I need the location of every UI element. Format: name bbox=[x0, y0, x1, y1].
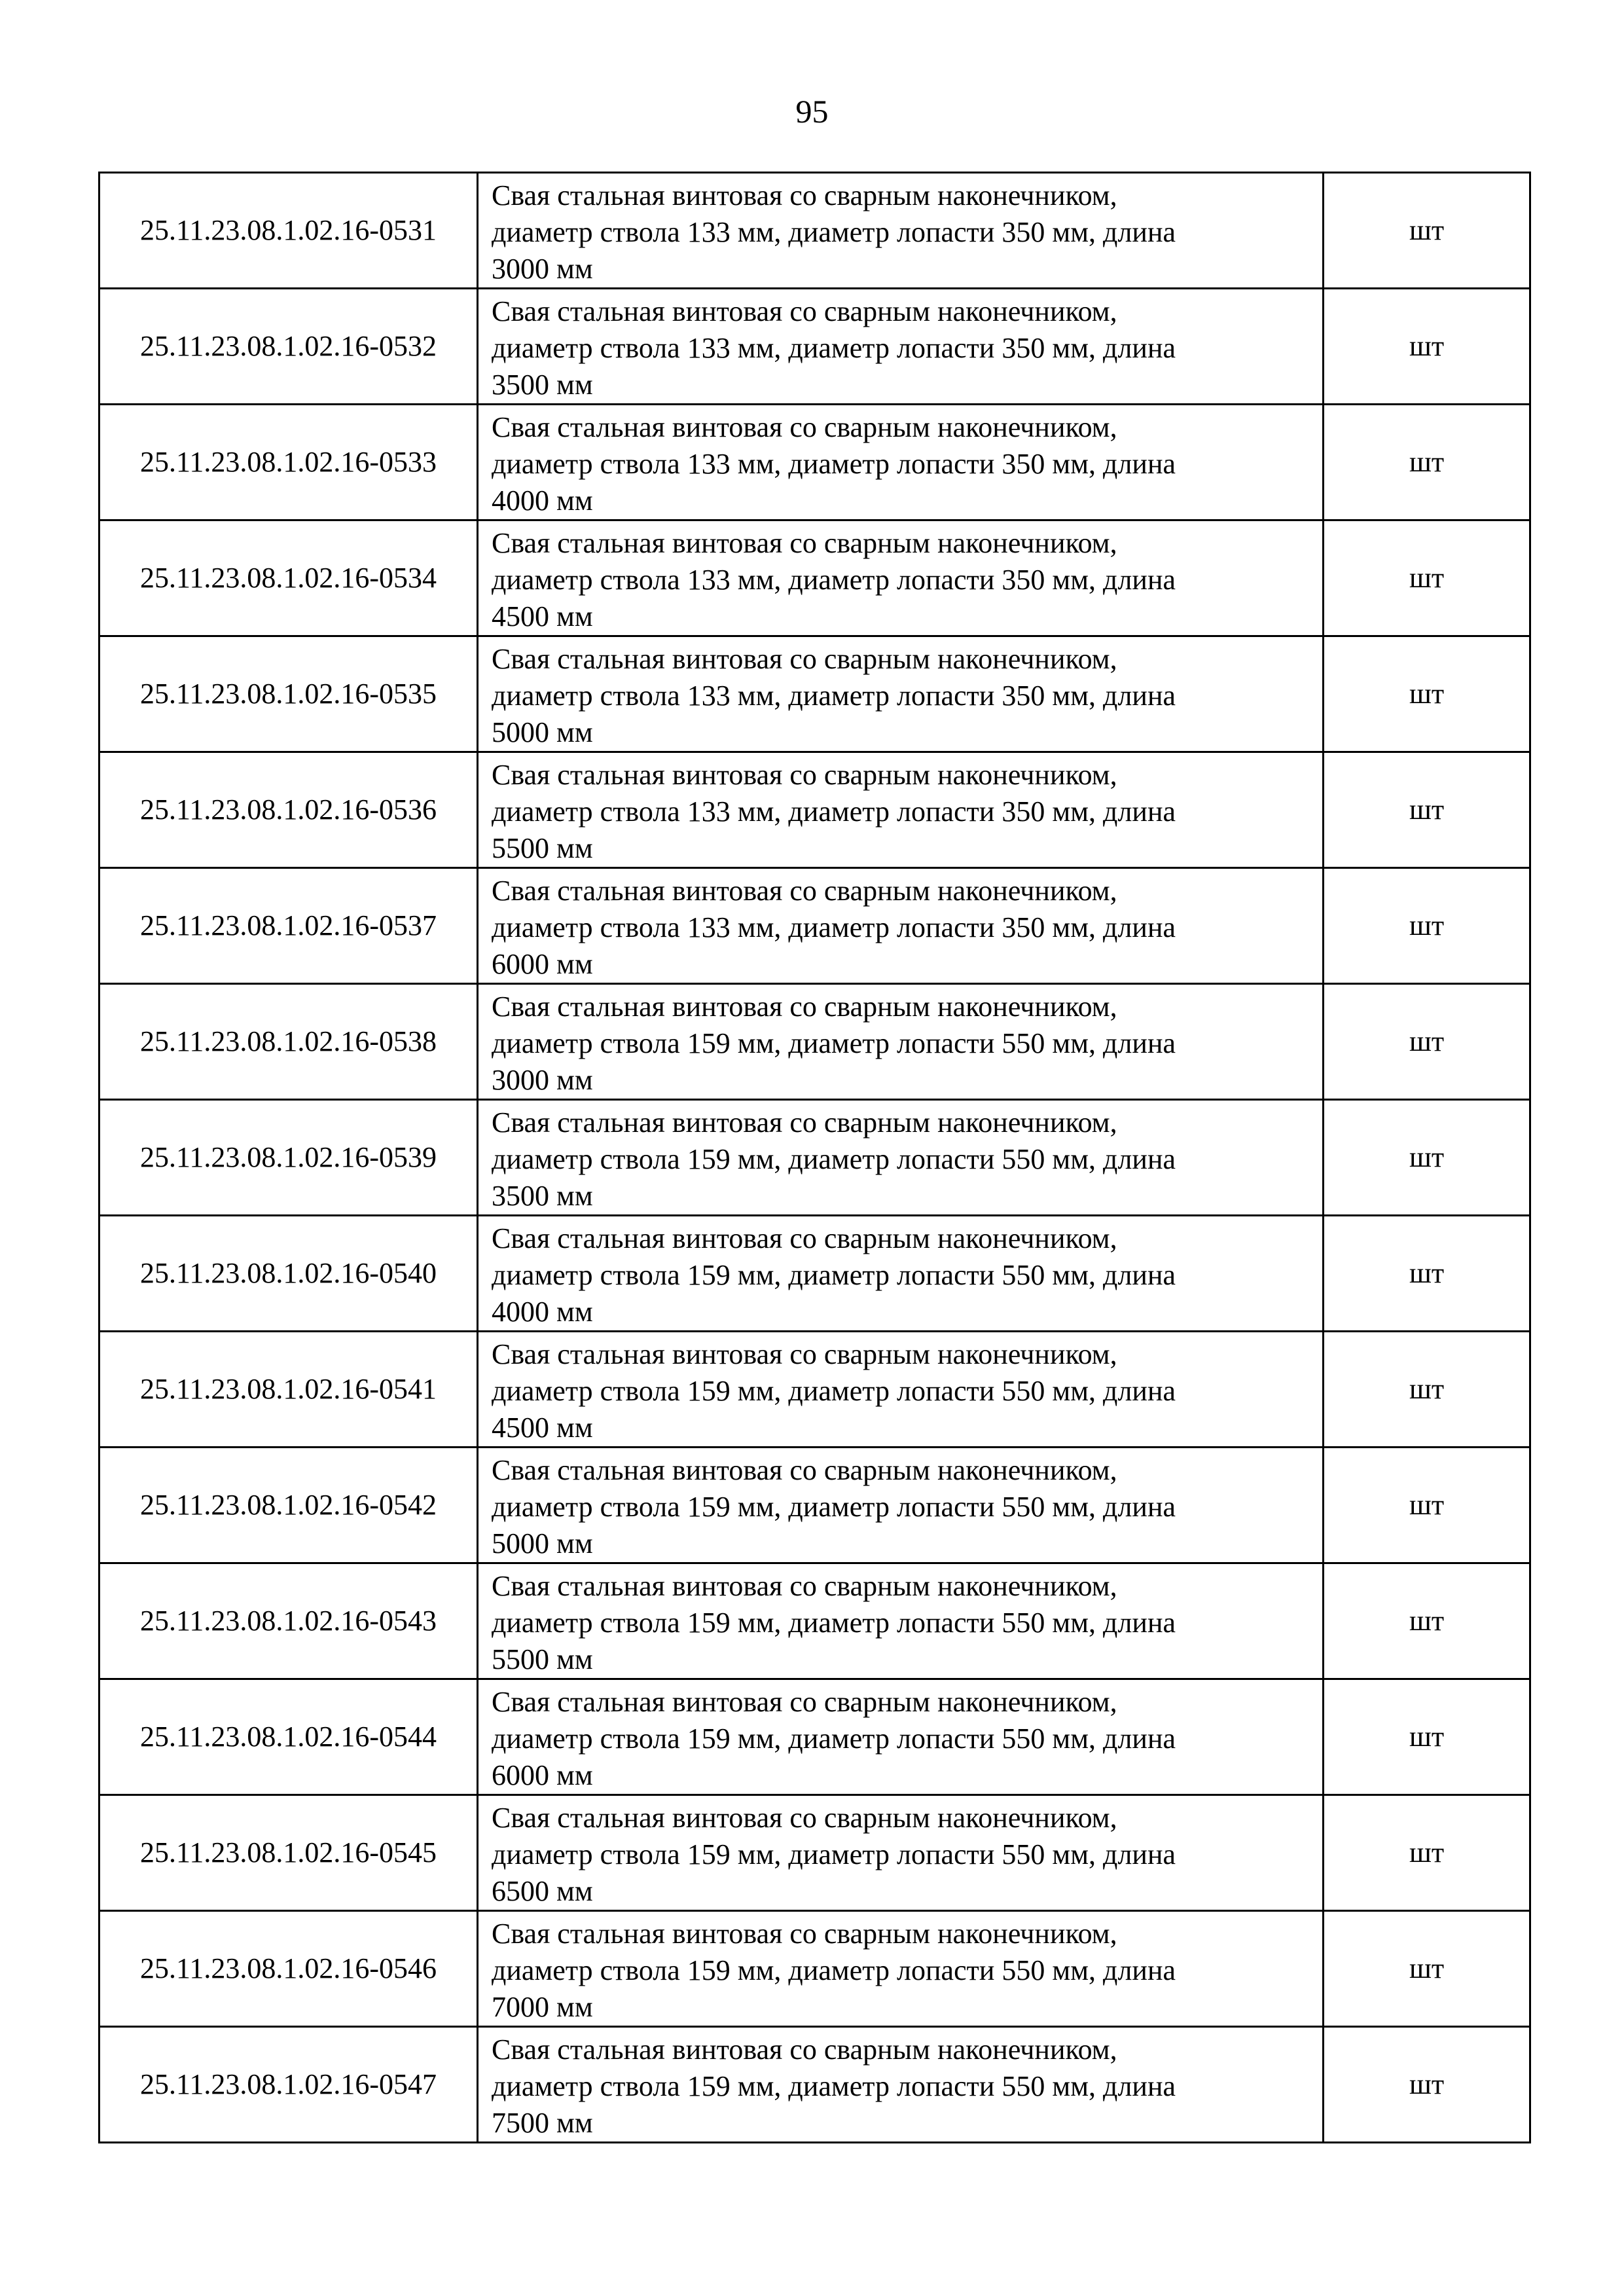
table-row bbox=[99, 1448, 1530, 1563]
description-line: диаметр ствола 159 мм, диаметр лопасти 550 мм, длина bbox=[492, 1375, 1176, 1407]
description-line: Свая стальная винтовая со сварным наконечником, bbox=[492, 1454, 1117, 1486]
resource-description bbox=[478, 289, 1324, 405]
description-line: 5500 мм bbox=[492, 832, 593, 864]
unit-of-measure: шт bbox=[1324, 1911, 1530, 2027]
description-line: диаметр ствола 133 мм, диаметр лопасти 350 мм, длина bbox=[492, 680, 1176, 712]
description-line: Свая стальная винтовая со сварным наконечником, bbox=[492, 1802, 1117, 1834]
description-line: диаметр ствола 159 мм, диаметр лопасти 550 мм, длина bbox=[492, 1143, 1176, 1175]
table-row bbox=[99, 289, 1530, 405]
description-line: 6000 мм bbox=[492, 948, 593, 980]
unit-of-measure: шт bbox=[1324, 1216, 1530, 1332]
description-line: Свая стальная винтовая со сварным наконечником, bbox=[492, 875, 1117, 907]
description-line: диаметр ствола 133 мм, диаметр лопасти 350 мм, длина bbox=[492, 795, 1176, 828]
resource-description bbox=[478, 405, 1324, 520]
table-row bbox=[99, 1100, 1530, 1216]
unit-of-measure: шт bbox=[1324, 2027, 1530, 2143]
resource-description bbox=[478, 1216, 1324, 1332]
description-line: 4000 мм bbox=[492, 1296, 593, 1328]
resource-description bbox=[478, 173, 1324, 289]
description-line: диаметр ствола 159 мм, диаметр лопасти 550 мм, длина bbox=[492, 1607, 1176, 1639]
unit-of-measure: шт bbox=[1324, 636, 1530, 752]
description-line: Свая стальная винтовая со сварным наконечником, bbox=[492, 411, 1117, 443]
description-line: диаметр ствола 133 мм, диаметр лопасти 350 мм, длина bbox=[492, 448, 1176, 480]
table-row bbox=[99, 1679, 1530, 1795]
unit-of-measure: шт bbox=[1324, 1448, 1530, 1563]
resource-code: 25.11.23.08.1.02.16-0534 bbox=[99, 520, 478, 636]
resource-description bbox=[478, 1911, 1324, 2027]
description-line: 3000 мм bbox=[492, 1064, 593, 1096]
table-row bbox=[99, 1216, 1530, 1332]
description-line: 7500 мм bbox=[492, 2107, 593, 2139]
description-line: 6500 мм bbox=[492, 1875, 593, 1907]
resource-code: 25.11.23.08.1.02.16-0536 bbox=[99, 752, 478, 868]
resource-code: 25.11.23.08.1.02.16-0543 bbox=[99, 1563, 478, 1679]
resource-code: 25.11.23.08.1.02.16-0547 bbox=[99, 2027, 478, 2143]
table-body bbox=[99, 173, 1530, 2143]
resource-description bbox=[478, 984, 1324, 1100]
description-line: Свая стальная винтовая со сварным наконечником, bbox=[492, 2033, 1117, 2066]
description-line: диаметр ствола 159 мм, диаметр лопасти 550 мм, длина bbox=[492, 1259, 1176, 1291]
resource-description bbox=[478, 1100, 1324, 1216]
resource-code: 25.11.23.08.1.02.16-0541 bbox=[99, 1332, 478, 1448]
unit-of-measure: шт bbox=[1324, 752, 1530, 868]
unit-of-measure: шт bbox=[1324, 1679, 1530, 1795]
resource-description bbox=[478, 2027, 1324, 2143]
unit-of-measure: шт bbox=[1324, 289, 1530, 405]
description-line: Свая стальная винтовая со сварным наконечником, bbox=[492, 1106, 1117, 1139]
description-line: диаметр ствола 159 мм, диаметр лопасти 550 мм, длина bbox=[492, 1954, 1176, 1986]
description-line: 5000 мм bbox=[492, 1527, 593, 1559]
description-line: Свая стальная винтовая со сварным наконечником, bbox=[492, 179, 1117, 211]
table-row bbox=[99, 2027, 1530, 2143]
description-line: диаметр ствола 159 мм, диаметр лопасти 550 мм, длина bbox=[492, 1027, 1176, 1059]
description-line: Свая стальная винтовая со сварным наконечником, bbox=[492, 643, 1117, 675]
page-number: 95 bbox=[795, 93, 829, 130]
table-row bbox=[99, 1795, 1530, 1911]
description-line: 5500 мм bbox=[492, 1643, 593, 1675]
resource-description bbox=[478, 752, 1324, 868]
description-line: 4000 мм bbox=[492, 484, 593, 517]
unit-of-measure: шт bbox=[1324, 1100, 1530, 1216]
description-line: 7000 мм bbox=[492, 1991, 593, 2023]
description-line: 4500 мм bbox=[492, 1412, 593, 1444]
description-line: Свая стальная винтовая со сварным наконечником, bbox=[492, 1222, 1117, 1254]
resource-description bbox=[478, 1563, 1324, 1679]
table-row bbox=[99, 984, 1530, 1100]
description-line: 4500 мм bbox=[492, 600, 593, 632]
description-line: диаметр ствола 159 мм, диаметр лопасти 550 мм, длина bbox=[492, 2070, 1176, 2102]
resource-code: 25.11.23.08.1.02.16-0533 bbox=[99, 405, 478, 520]
table-row bbox=[99, 1563, 1530, 1679]
resource-code: 25.11.23.08.1.02.16-0546 bbox=[99, 1911, 478, 2027]
table-row bbox=[99, 1332, 1530, 1448]
unit-of-measure: шт bbox=[1324, 1795, 1530, 1911]
resource-code: 25.11.23.08.1.02.16-0542 bbox=[99, 1448, 478, 1563]
description-line: диаметр ствола 133 мм, диаметр лопасти 350 мм, длина bbox=[492, 564, 1176, 596]
table-row bbox=[99, 520, 1530, 636]
resource-code: 25.11.23.08.1.02.16-0537 bbox=[99, 868, 478, 984]
description-line: Свая стальная винтовая со сварным наконечником, bbox=[492, 527, 1117, 559]
description-line: Свая стальная винтовая со сварным наконечником, bbox=[492, 1918, 1117, 1950]
table-row bbox=[99, 1911, 1530, 2027]
resource-description bbox=[478, 636, 1324, 752]
description-line: диаметр ствола 133 мм, диаметр лопасти 350 мм, длина bbox=[492, 911, 1176, 943]
resource-code: 25.11.23.08.1.02.16-0540 bbox=[99, 1216, 478, 1332]
unit-of-measure: шт bbox=[1324, 984, 1530, 1100]
table-row bbox=[99, 752, 1530, 868]
unit-of-measure: шт bbox=[1324, 520, 1530, 636]
description-line: 3500 мм bbox=[492, 369, 593, 401]
description-line: диаметр ствола 133 мм, диаметр лопасти 350 мм, длина bbox=[492, 216, 1176, 248]
resource-description bbox=[478, 1448, 1324, 1563]
description-line: диаметр ствола 133 мм, диаметр лопасти 350 мм, длина bbox=[492, 332, 1176, 364]
resource-code: 25.11.23.08.1.02.16-0531 bbox=[99, 173, 478, 289]
description-line: Свая стальная винтовая со сварным наконечником, bbox=[492, 295, 1117, 327]
unit-of-measure: шт bbox=[1324, 405, 1530, 520]
resource-table bbox=[98, 172, 1531, 2143]
unit-of-measure: шт bbox=[1324, 868, 1530, 984]
resource-description bbox=[478, 1332, 1324, 1448]
description-line: диаметр ствола 159 мм, диаметр лопасти 550 мм, длина bbox=[492, 1491, 1176, 1523]
resource-description bbox=[478, 1679, 1324, 1795]
description-line: 3000 мм bbox=[492, 253, 593, 285]
resource-description bbox=[478, 1795, 1324, 1911]
resource-code: 25.11.23.08.1.02.16-0539 bbox=[99, 1100, 478, 1216]
description-line: 5000 мм bbox=[492, 716, 593, 748]
resource-description bbox=[478, 868, 1324, 984]
table-row bbox=[99, 868, 1530, 984]
resource-description bbox=[478, 520, 1324, 636]
table-row bbox=[99, 636, 1530, 752]
unit-of-measure: шт bbox=[1324, 1332, 1530, 1448]
description-line: Свая стальная винтовая со сварным наконечником, bbox=[492, 1570, 1117, 1602]
description-line: Свая стальная винтовая со сварным наконечником, bbox=[492, 759, 1117, 791]
resource-code: 25.11.23.08.1.02.16-0535 bbox=[99, 636, 478, 752]
resource-code: 25.11.23.08.1.02.16-0544 bbox=[99, 1679, 478, 1795]
description-line: диаметр ствола 159 мм, диаметр лопасти 550 мм, длина bbox=[492, 1838, 1176, 1870]
table-row bbox=[99, 173, 1530, 289]
resource-code: 25.11.23.08.1.02.16-0538 bbox=[99, 984, 478, 1100]
description-line: Свая стальная винтовая со сварным наконечником, bbox=[492, 1686, 1117, 1718]
resource-code: 25.11.23.08.1.02.16-0532 bbox=[99, 289, 478, 405]
table-row bbox=[99, 405, 1530, 520]
description-line: Свая стальная винтовая со сварным наконечником, bbox=[492, 991, 1117, 1023]
description-line: 3500 мм bbox=[492, 1180, 593, 1212]
unit-of-measure: шт bbox=[1324, 173, 1530, 289]
description-line: Свая стальная винтовая со сварным наконечником, bbox=[492, 1338, 1117, 1370]
unit-of-measure: шт bbox=[1324, 1563, 1530, 1679]
description-line: диаметр ствола 159 мм, диаметр лопасти 550 мм, длина bbox=[492, 1722, 1176, 1755]
resource-code: 25.11.23.08.1.02.16-0545 bbox=[99, 1795, 478, 1911]
description-line: 6000 мм bbox=[492, 1759, 593, 1791]
